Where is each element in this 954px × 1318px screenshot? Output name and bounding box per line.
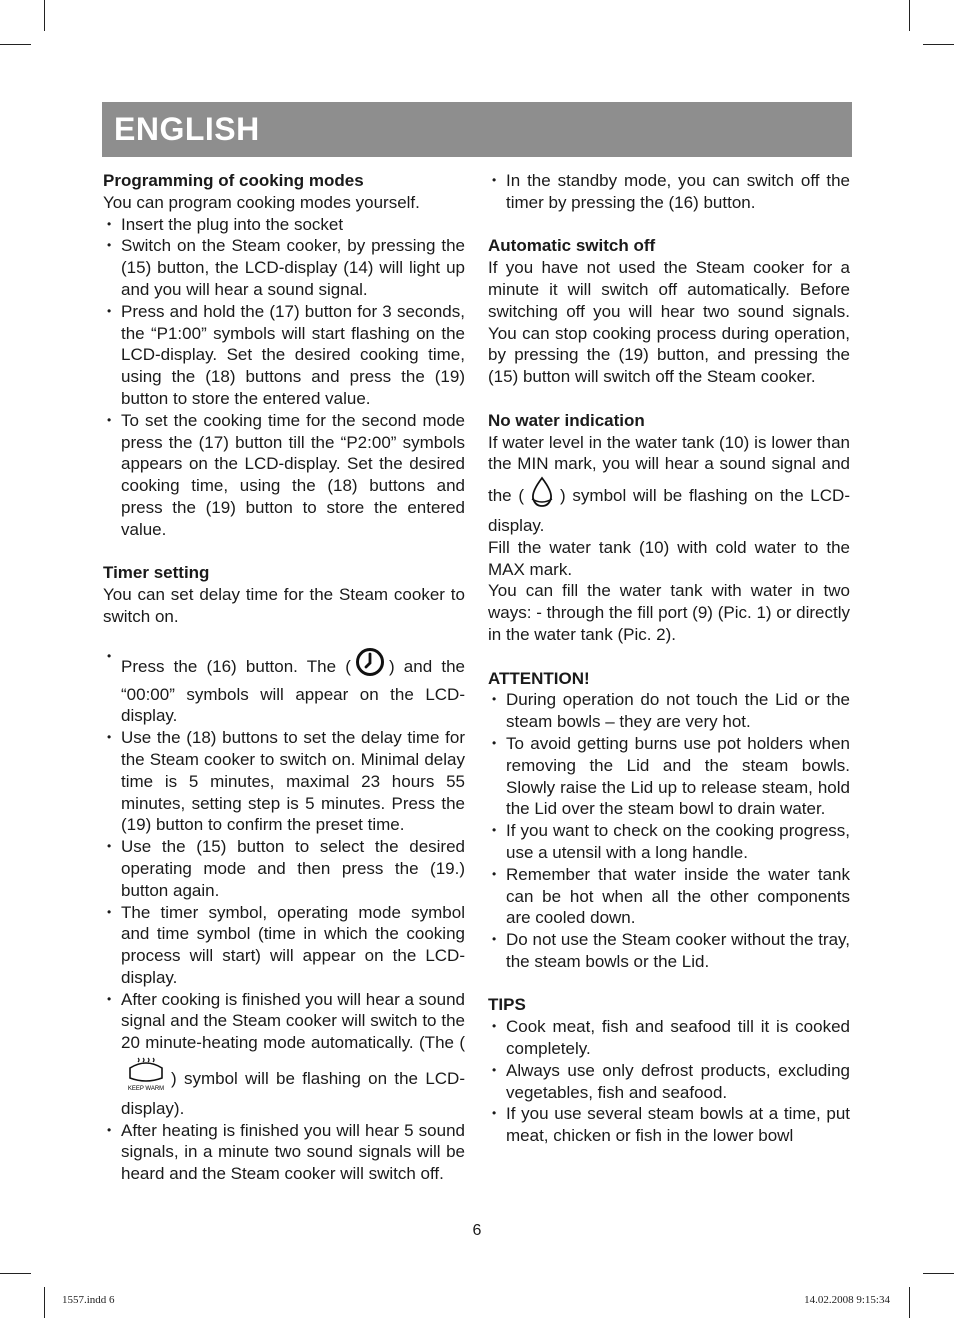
programming-intro: You can program cooking modes yourself. xyxy=(103,192,420,212)
language-header xyxy=(102,102,852,157)
crop-mark xyxy=(923,1273,954,1274)
crop-mark xyxy=(923,44,954,45)
timer-list xyxy=(103,646,465,1185)
cook-item-text-b: ) symbol will be flashing on the LCD-display). xyxy=(121,1069,465,1118)
auto-off-heading: Automatic switch off xyxy=(488,236,656,256)
crop-mark xyxy=(44,0,45,31)
language-title: ENGLISH xyxy=(114,111,260,147)
list-item: • During operation do not touch the Lid or the steam bowls – they are very hot. xyxy=(488,689,850,733)
no-water-text xyxy=(488,432,850,537)
list-item xyxy=(103,989,465,1120)
crop-mark xyxy=(44,1287,45,1318)
timer-heading: Timer setting xyxy=(103,563,210,583)
keep-warm-icon xyxy=(124,1054,168,1098)
tips-heading: TIPS xyxy=(488,995,526,1015)
no-water-text-a: If water level in the water tank (10) is lower than the MIN mark, you will hear a sound signal and the ( xyxy=(488,432,850,506)
timer-intro: You can set delay time for the Steam cooker to switch on. xyxy=(103,585,465,626)
left-column xyxy=(103,170,465,1185)
keep-warm-label: KEEP WARM xyxy=(127,1086,165,1093)
no-water-fill: Fill the water tank (10) with cold water to the MAX mark. xyxy=(488,537,850,579)
auto-off-text: If you have not used the Steam cooker for a minute it will switch off automatically. Before switching off you will hear two sound signals. You can stop cooking process during operation, by pressing the (19) button, and pressing the (15) button will switch off the Steam cooker. xyxy=(488,258,850,387)
list-item: • Do not use the Steam cooker without the tray, the steam bowls or the Lid. xyxy=(488,929,850,973)
list-item: • Use the (15) button to select the desired operating mode and then press the (19.) button again. xyxy=(103,836,465,901)
list-item: • Remember that water inside the water tank can be hot when all the other components are cooled down. xyxy=(488,864,850,929)
attention-list xyxy=(488,689,850,972)
no-water-ways: You can fill the water tank with water in two ways: - through the fill port (9) (Pic. 1) or directly in the water tank (Pic. 2). xyxy=(488,581,850,644)
crop-mark xyxy=(909,1287,910,1318)
right-column xyxy=(488,170,850,1147)
clock-icon xyxy=(354,646,386,684)
list-item: • Cook meat, fish and seafood till it is cooked completely. xyxy=(488,1016,850,1060)
print-timestamp: 14.02.2008 9:15:34 xyxy=(804,1294,890,1306)
list-item: • If you use several steam bowls at a time, put meat, chicken or fish in the lower bowl xyxy=(488,1103,850,1147)
timer-item-text-a: Press the (16) button. The ( xyxy=(121,656,351,676)
cook-item-text-a: After cooking is finished you will hear a sound signal and the Steam cooker will switch to the 20 minute-heating mode automatically. (The ( xyxy=(121,989,465,1053)
list-item xyxy=(103,646,465,727)
crop-mark xyxy=(0,1273,31,1274)
list-item: • In the standby mode, you can switch off the timer by pressing the (16) button. xyxy=(488,170,850,214)
attention-heading: ATTENTION! xyxy=(488,668,590,688)
list-item: • After heating is finished you will hear 5 sound signals, in a minute two sound signals will be heard and the Steam cooker will switch off. xyxy=(103,1120,465,1185)
no-water-heading: No water indication xyxy=(488,410,645,430)
list-item: • Use the (18) buttons to set the delay time for the Steam cooker to switch on. Minimal delay time is 5 minutes, maximal 23 hours 55 minutes, setting step is 5 minutes. Press the (19) button to confirm the preset time. xyxy=(103,727,465,836)
water-drop-icon xyxy=(527,475,557,515)
list-item: • Press and hold the (17) button for 3 seconds, the “P1:00” symbols will start flashing on the LCD-display. Set the desired cooking time, using the (18) buttons and press the (19) button to store the entered value. xyxy=(103,301,465,410)
list-item: • Switch on the Steam cooker, by pressing the (15) button, the LCD-display (14) will light up and you will hear a sound signal. xyxy=(103,235,465,300)
list-item: • Insert the plug into the socket xyxy=(103,214,465,236)
standby-list xyxy=(488,170,850,214)
tips-list xyxy=(488,1016,850,1147)
list-item: • Always use only defrost products, excluding vegetables, fish and seafood. xyxy=(488,1060,850,1104)
list-item: • The timer symbol, operating mode symbol and time symbol (time in which the cooking process will start) will appear on the LCD-display. xyxy=(103,902,465,989)
page-number: 6 xyxy=(472,1222,482,1239)
timer-item-text-b: ) and the “00:00” symbols will appear on the LCD-display. xyxy=(121,656,465,726)
list-item: • To set the cooking time for the second mode press the (17) button till the “P2:00” symbols appears on the LCD-display. Set the desired cooking time, using the (18) buttons and press the (19) button to store the entered value. xyxy=(103,410,465,541)
list-item: • If you want to check on the cooking progress, use a utensil with a long handle. xyxy=(488,820,850,864)
file-slug: 1557.indd 6 xyxy=(62,1294,115,1306)
programming-heading: Programming of cooking modes xyxy=(103,171,364,190)
no-water-text-b: ) symbol will be flashing on the LCD-display. xyxy=(488,486,850,535)
programming-list xyxy=(103,214,465,541)
crop-mark xyxy=(909,0,910,31)
list-item: • To avoid getting burns use pot holders when removing the Lid and the steam bowls. Slowly raise the Lid up to release steam, hold the Lid over the steam bowl to drain water. xyxy=(488,733,850,820)
crop-mark xyxy=(0,44,31,45)
